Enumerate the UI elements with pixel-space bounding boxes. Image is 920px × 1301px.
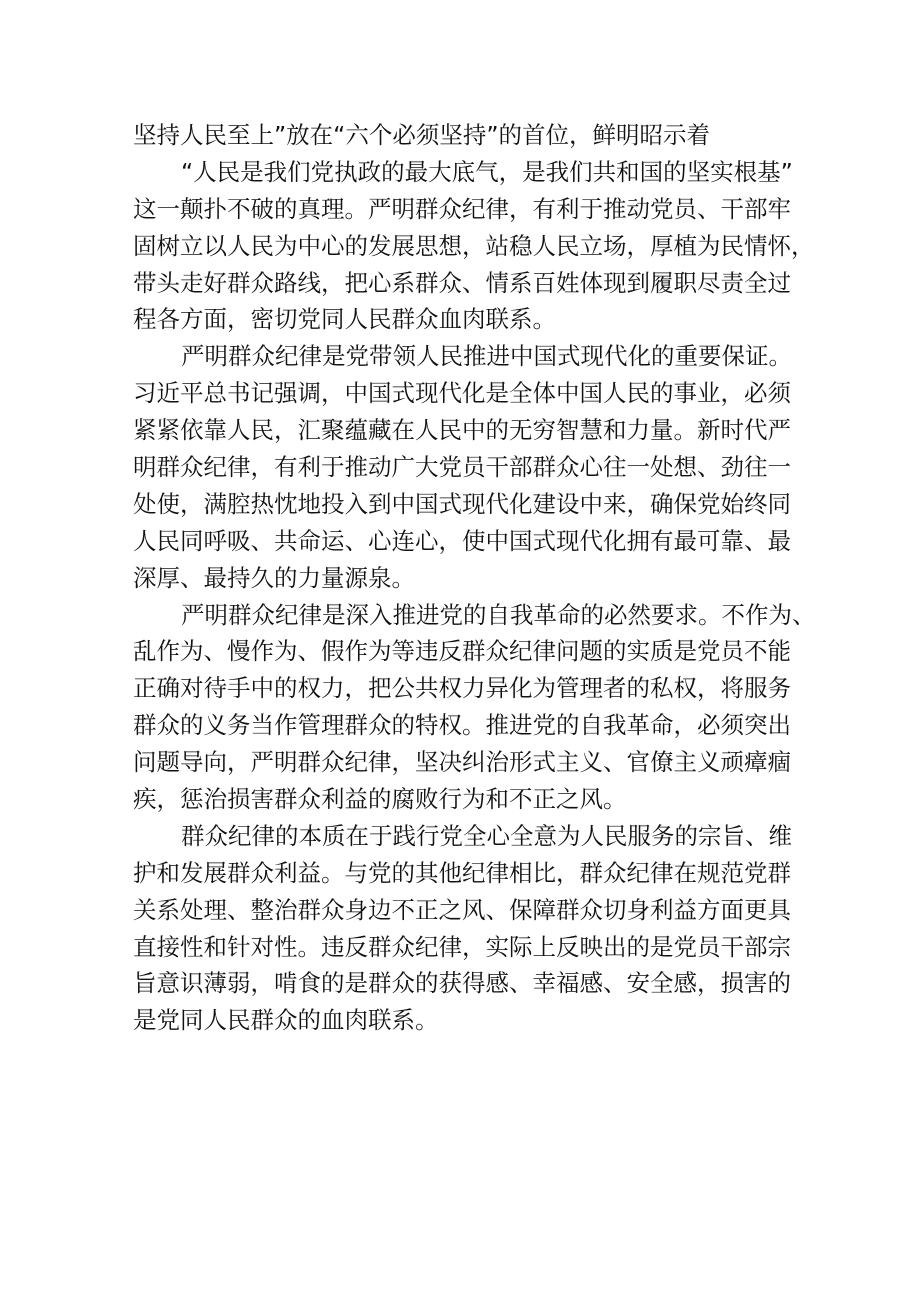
paragraph bbox=[133, 338, 792, 596]
text-line: 群众纪律的本质在于践行党全心全意为人民服务的宗旨、维 bbox=[181, 821, 792, 850]
text-line: 疾，惩治损害群众利益的腐败行为和不正之风。 bbox=[133, 785, 627, 814]
text-line: 乱作为、慢作为、假作为等违反群众纪律问题的实质是党员不能 bbox=[133, 637, 791, 666]
text-line: 习近平总书记强调，中国式现代化是全体中国人民的事业，必须 bbox=[133, 379, 791, 408]
text-line: 群众的义务当作管理群众的特权。推进党的自我革命，必须突出 bbox=[133, 711, 791, 740]
text-line: 坚持人民至上”放在“六个必须坚持”的首位，鲜明昭示着 bbox=[133, 121, 711, 149]
text-line: 带头走好群众路线，把心系群众、情系百姓体现到履职尽责全过 bbox=[133, 268, 791, 297]
text-line: 是党同人民群众的血肉联系。 bbox=[133, 1006, 439, 1035]
text-line: 旨意识薄弱，啃食的是群众的获得感、幸福感、安全感，损害的 bbox=[133, 969, 791, 998]
text-line: 护和发展群众利益。与党的其他纪律相比，群众纪律在规范党群 bbox=[133, 858, 791, 887]
text-line: 人民同呼吸、共命运、心连心，使中国式现代化拥有最可靠、最 bbox=[133, 526, 791, 555]
paragraph bbox=[133, 818, 792, 1039]
document-body bbox=[133, 117, 816, 1039]
text-line: 问题导向，严明群众纪律，坚决纠治形式主义、官僚主义顽瘴痼 bbox=[133, 748, 791, 777]
text-line: 固树立以人民为中心的发展思想，站稳人民立场，厚植为民情怀， bbox=[133, 231, 815, 260]
text-line: 关系处理、整治群众身边不正之风、保障群众切身利益方面更具 bbox=[133, 895, 791, 924]
text-line: 严明群众纪律是深入推进党的自我革命的必然要求。不作为、 bbox=[181, 600, 816, 629]
text-line: 明群众纪律，有利于推动广大党员干部群众心往一处想、劲往一 bbox=[133, 453, 791, 482]
paragraph bbox=[133, 597, 816, 818]
text-line: 程各方面，密切党同人民群众血肉联系。 bbox=[133, 305, 556, 334]
text-line: 严明群众纪律是党带领人民推进中国式现代化的重要保证。 bbox=[181, 342, 792, 371]
text-line: “人民是我们党执政的最大底气，是我们共和国的坚实根基” bbox=[181, 157, 793, 186]
text-line: 紧紧依靠人民，汇聚蕴藏在人民中的无穷智慧和力量。新时代严 bbox=[133, 416, 791, 445]
text-line: 深厚、最持久的力量源泉。 bbox=[133, 563, 415, 592]
paragraph bbox=[133, 117, 815, 338]
text-line: 处使，满腔热忱地投入到中国式现代化建设中来，确保党始终同 bbox=[133, 489, 791, 518]
text-line: 这一颠扑不破的真理。严明群众纪律，有利于推动党员、干部牢 bbox=[133, 194, 791, 223]
text-line: 正确对待手中的权力，把公共权力异化为管理者的私权，将服务 bbox=[133, 674, 791, 703]
text-line: 直接性和针对性。违反群众纪律，实际上反映出的是党员干部宗 bbox=[133, 932, 791, 961]
